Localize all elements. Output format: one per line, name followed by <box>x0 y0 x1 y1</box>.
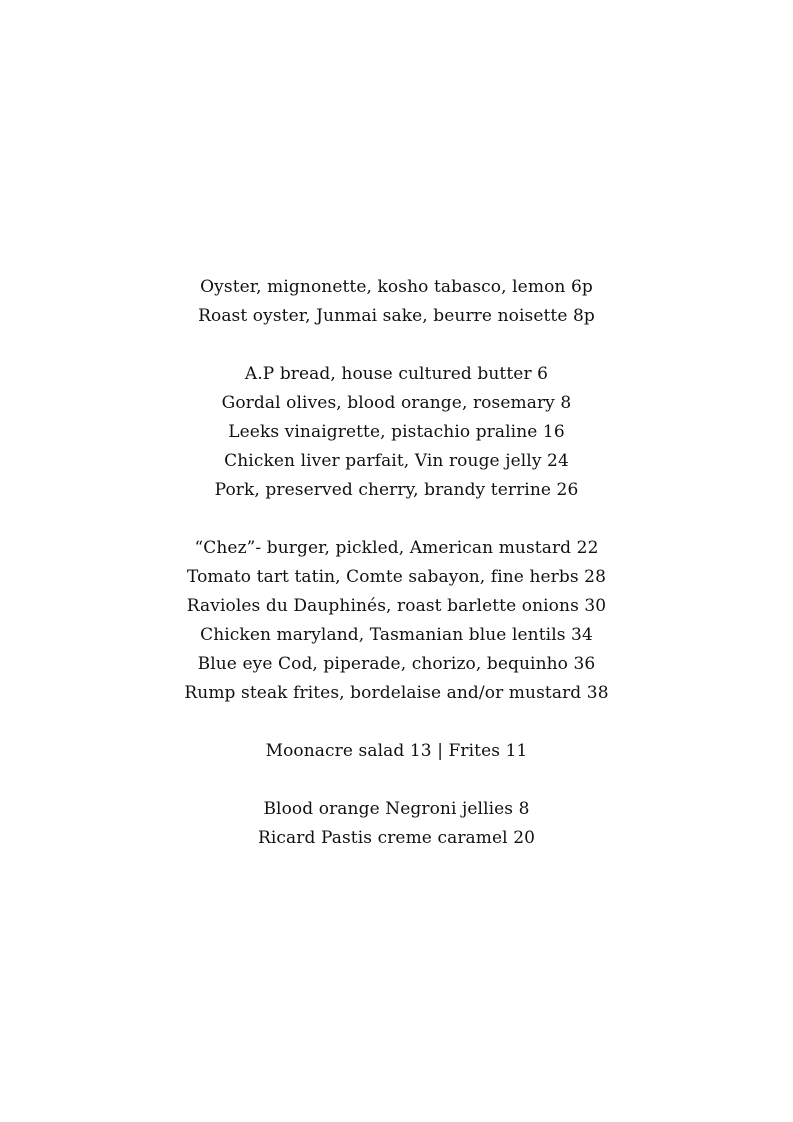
menu <box>0 273 793 882</box>
menu-item: Ravioles du Dauphinés, roast barlette onions 30 <box>186 596 607 616</box>
menu-item: Roast oyster, Junmai sake, beurre noisette 8p <box>198 306 595 326</box>
menu-section-oysters <box>0 273 793 331</box>
menu-item: Rump steak frites, bordelaise and/or mustard 38 <box>184 683 609 703</box>
menu-item: Chicken maryland, Tasmanian blue lentils 34 <box>200 625 593 645</box>
menu-section-small-plates <box>0 360 793 505</box>
menu-item: Blood orange Negroni jellies 8 <box>263 799 530 819</box>
menu-section-mains <box>0 534 793 708</box>
menu-item: Chicken liver parfait, Vin rouge jelly 24 <box>224 451 569 471</box>
menu-item: Blue eye Cod, piperade, chorizo, bequinho 36 <box>197 654 596 674</box>
menu-item: Tomato tart tatin, Comte sabayon, fine herbs 28 <box>186 567 607 587</box>
menu-item: Gordal olives, blood orange, rosemary 8 <box>221 393 572 413</box>
menu-section-desserts <box>0 795 793 853</box>
menu-item: Moonacre salad 13 | Frites 11 <box>265 741 528 761</box>
menu-section-sides <box>0 737 793 766</box>
menu-item: Ricard Pastis creme caramel 20 <box>257 828 536 848</box>
menu-item: A.P bread, house cultured butter 6 <box>244 364 549 384</box>
menu-item: Leeks vinaigrette, pistachio praline 16 <box>228 422 565 442</box>
menu-item: Pork, preserved cherry, brandy terrine 26 <box>214 480 579 500</box>
menu-item: Oyster, mignonette, kosho tabasco, lemon 6p <box>200 277 593 297</box>
menu-item: “Chez”- burger, pickled, American mustard 22 <box>194 538 599 558</box>
